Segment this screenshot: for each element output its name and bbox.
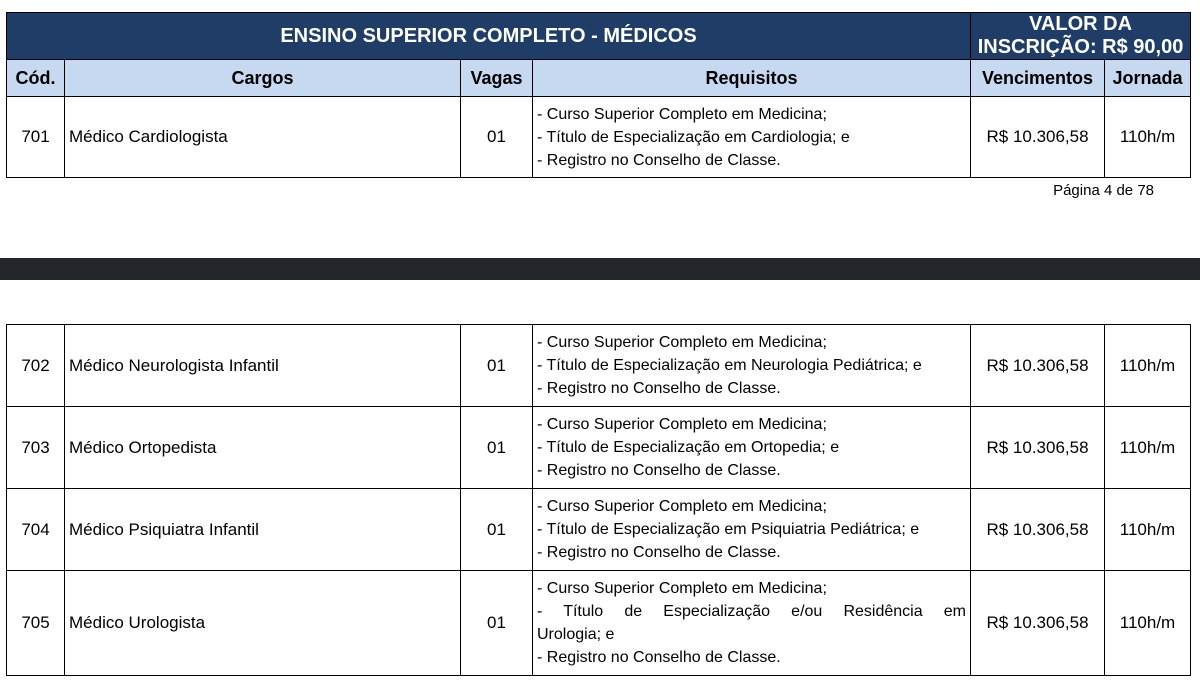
row-vencimentos: R$ 10.306,58 [971,407,1105,489]
page-number: Página 4 de 78 [1053,182,1154,199]
row-code: 702 [7,325,65,407]
banner-left-title: ENSINO SUPERIOR COMPLETO - MÉDICOS [7,13,971,60]
row-jornada: 110h/m [1105,325,1191,407]
table-row [7,571,1191,676]
requisito-line: - Registro no Conselho de Classe. [537,544,781,561]
table-row [7,325,1191,407]
positions-table-top [6,12,1191,178]
row-code: 704 [7,489,65,571]
positions-table-bottom [6,324,1191,676]
row-cargo: Médico Neurologista Infantil [65,325,461,407]
row-code: 703 [7,407,65,489]
row-code: 705 [7,571,65,676]
row-vencimentos: R$ 10.306,58 [971,571,1105,676]
row-jornada: 110h/m [1105,407,1191,489]
requisito-line: - Registro no Conselho de Classe. [537,380,781,397]
row-vagas: 01 [461,407,533,489]
header-vagas: Vagas [461,60,533,97]
row-cargo: Médico Urologista [65,571,461,676]
page-break-bar [0,258,1200,280]
row-requisitos [533,571,971,676]
requisito-line: - Título de Especialização em Psiquiatria Pediátrica; e [537,521,920,538]
row-cargo: Médico Psiquiatra Infantil [65,489,461,571]
row-requisitos [533,325,971,407]
row-cargo: Médico Ortopedista [65,407,461,489]
banner-row [7,13,1191,60]
row-vagas: 01 [461,325,533,407]
requisito-line: - Curso Superior Completo em Medicina; [537,498,827,515]
row-requisitos [533,407,971,489]
row-vagas: 01 [461,97,533,178]
table-row [7,407,1191,489]
requisito-line: - Curso Superior Completo em Medicina; [537,334,827,351]
row-vencimentos: R$ 10.306,58 [971,97,1105,178]
requisito-line: - Curso Superior Completo em Medicina; [537,416,827,433]
requisito-line: - Curso Superior Completo em Medicina; [537,580,827,597]
requisito-line: - Título de Especialização em Neurologia Pediátrica; e [537,357,922,374]
header-cargo: Cargos [65,60,461,97]
requisito-line: - Título de Especialização em Ortopedia; e [537,439,840,456]
requisito-line: - Título de Especialização e/ou Residência em [537,603,966,620]
header-vencimentos: Vencimentos [971,60,1105,97]
table-row [7,489,1191,571]
row-vencimentos: R$ 10.306,58 [971,489,1105,571]
row-requisitos [533,97,971,178]
requisito-line: - Registro no Conselho de Classe. [537,462,781,479]
requisito-line: - Registro no Conselho de Classe. [537,151,781,169]
header-row [7,60,1191,97]
row-requisitos [533,489,971,571]
row-vencimentos: R$ 10.306,58 [971,325,1105,407]
row-jornada: 110h/m [1105,97,1191,178]
row-vagas: 01 [461,571,533,676]
requisito-line: Urologia; e [537,626,615,643]
row-cargo: Médico Cardiologista [65,97,461,178]
row-jornada: 110h/m [1105,489,1191,571]
row-jornada: 110h/m [1105,571,1191,676]
header-jornada: Jornada [1105,60,1191,97]
table-row [7,97,1191,178]
header-requisitos: Requisitos [533,60,971,97]
requisito-line: - Curso Superior Completo em Medicina; [537,105,827,123]
requisito-line: - Registro no Conselho de Classe. [537,649,781,666]
row-code: 701 [7,97,65,178]
header-code: Cód. [7,60,65,97]
requisito-line: - Título de Especialização em Cardiologia; e [537,128,850,146]
row-vagas: 01 [461,489,533,571]
banner-right-title: VALOR DA INSCRIÇÃO: R$ 90,00 [971,13,1191,60]
